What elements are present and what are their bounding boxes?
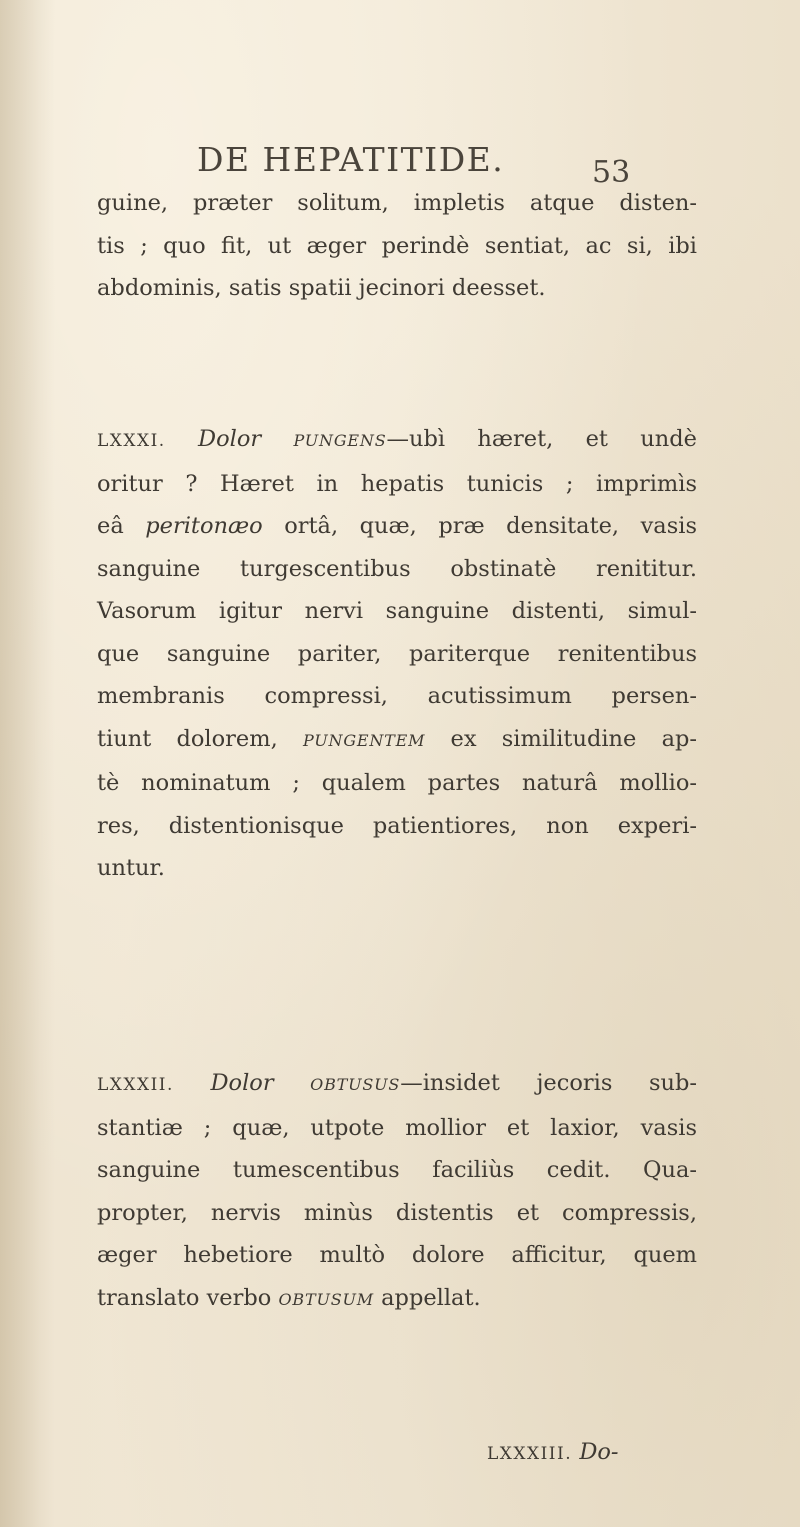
catchword-text: Do-: [579, 1439, 619, 1465]
text-fragment: ortâ, quæ, præ densitate, vasis: [284, 513, 697, 539]
text-line: tis ; quo fit, ut æger perindè sentiat, ac si, ibi: [97, 232, 697, 259]
text-line: sanguine turgescentibus obstinatè renititur.: [97, 555, 697, 582]
italic-term: peritonæo: [145, 513, 263, 539]
section-heading-line: [97, 1062, 697, 1107]
section-title: Dolor: [198, 426, 262, 452]
section-heading-rest: —insidet jecoris sub-: [400, 1070, 697, 1096]
text-line: stantiæ ; quæ, utpote mollior et laxior, vasis: [97, 1114, 697, 1141]
text-line: sanguine tumescentibus faciliùs cedit. Qua-: [97, 1157, 697, 1183]
catchword-number: LXXXIII.: [487, 1444, 573, 1464]
text-line: Vasorum igitur nervi sanguine distenti, simul-: [97, 598, 697, 624]
text-line: oritur ? Hæret in hepatis tunicis ; imprimìs: [97, 470, 697, 497]
text-line: [97, 1277, 697, 1322]
catchword: [487, 1431, 619, 1476]
section-term: OBTUSUS: [310, 1075, 401, 1094]
text-line: abdominis, satis spatii jecinori deesset.: [97, 275, 546, 301]
paragraph-intro: [97, 182, 697, 310]
text-line: [97, 505, 697, 548]
text-line: [97, 718, 697, 763]
section-heading-line: [97, 418, 697, 463]
italic-term: OBTUSUM: [278, 1289, 374, 1309]
text-line: membranis compressi, acutissimum persen-: [97, 683, 697, 709]
section-heading-rest: —ubì hæret, et undè: [386, 426, 697, 452]
italic-term: PUNGENTEM: [302, 730, 426, 750]
text-line: untur.: [97, 855, 165, 881]
section-number: LXXXII.: [97, 1075, 174, 1095]
running-title: DE HEPATITIDE.: [197, 140, 505, 179]
section-number: LXXXI.: [97, 431, 166, 451]
section-title: Dolor: [210, 1070, 274, 1096]
section-lxxxii: [97, 1062, 697, 1321]
section-term: PUNGENS: [293, 431, 387, 450]
text-line: guine, præter solitum, impletis atque disten-: [97, 190, 697, 216]
text-line: res, distentionisque patientiores, non experi-: [97, 812, 697, 839]
page-number: 53: [592, 155, 631, 190]
text-fragment: appellat.: [381, 1284, 481, 1311]
section-lxxxi: [97, 418, 697, 890]
text-fragment: eâ: [97, 513, 124, 539]
text-fragment: translato verbo: [97, 1284, 272, 1311]
text-fragment: tiunt dolorem,: [97, 725, 278, 752]
page-gutter-shadow: [0, 0, 55, 1527]
text-line: tè nominatum ; qualem partes naturâ mollio-: [97, 770, 697, 796]
text-line: que sanguine pariter, pariterque renitentibus: [97, 640, 697, 667]
text-line: propter, nervis minùs distentis et compressis,: [97, 1199, 697, 1226]
text-line: æger hebetiore multò dolore afficitur, quem: [97, 1242, 697, 1268]
text-fragment: ex similitudine ap-: [450, 725, 697, 752]
